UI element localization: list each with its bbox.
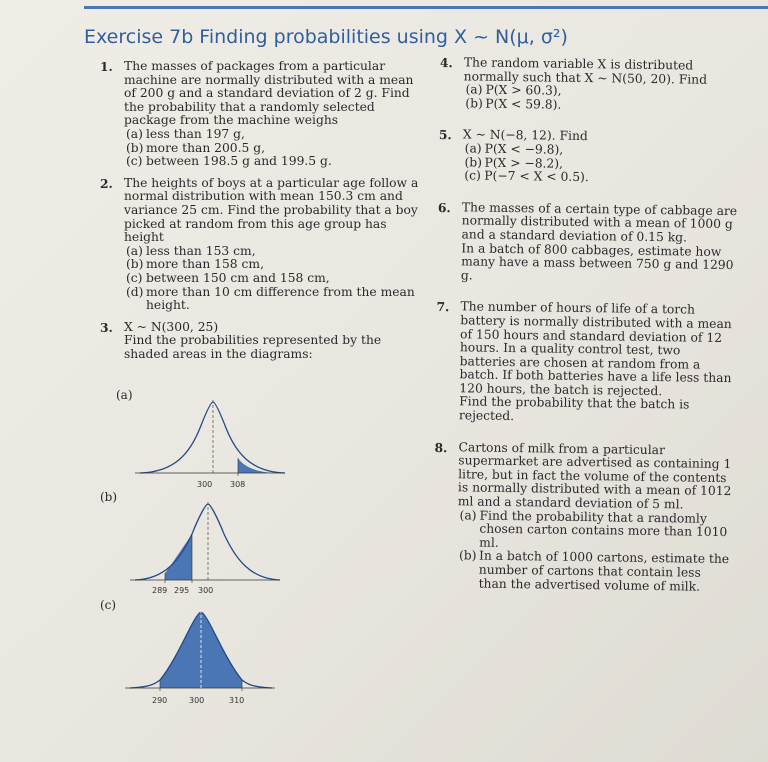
question-text-2: Find the probabilities represented by the shaded areas in the diagrams: <box>124 333 382 361</box>
question-part <box>462 169 738 186</box>
question-3 <box>100 321 420 362</box>
part-label: (c) <box>126 154 143 169</box>
part-text: less than 197 g, <box>146 126 245 141</box>
part-text: less than 153 cm, <box>146 243 256 258</box>
top-rule <box>84 6 768 9</box>
tick-label: 289 <box>152 586 168 595</box>
part-text: more than 158 cm, <box>146 257 264 272</box>
part-label: (a) <box>459 507 477 523</box>
question-number: 1. <box>100 59 113 74</box>
question-text-2: In a batch of 800 cabbages, estimate how many have a mass between 750 g and 1290 g. <box>460 240 734 283</box>
part-text: between 150 cm and 158 cm, <box>146 270 330 285</box>
question-part <box>124 258 420 272</box>
question-number: 7. <box>436 299 450 315</box>
part-text: P(X < 59.8). <box>485 96 562 112</box>
part-text: P(X < −9.8), <box>484 141 564 157</box>
part-text: In a batch of 1000 cartons, estimate the number of cartons that contain less than the advertised volume of milk. <box>478 549 730 594</box>
tick-label: 290 <box>152 696 168 705</box>
figure-label-b: (b) <box>100 490 118 504</box>
tick-label: 300 <box>197 480 213 489</box>
question-4 <box>439 56 740 115</box>
part-text: between 198.5 g and 199.5 g. <box>146 154 332 169</box>
question-text: Cartons of milk from a particular supermarket are advertised as containing 1 litre, but in fact the volume of the contents is normally distributed with a mean of 1012 ml and a standard deviation of 5 ml. <box>457 439 732 512</box>
question-number: 5. <box>438 127 452 143</box>
part-label: (b) <box>126 140 144 155</box>
question-1 <box>100 60 420 169</box>
normal-curve-diagram-c <box>125 608 275 708</box>
part-text: P(X > −8.2), <box>484 155 564 171</box>
tick-label: 300 <box>198 586 214 595</box>
bell-curve <box>140 402 285 473</box>
question-part <box>124 286 420 313</box>
question-part <box>457 550 734 595</box>
question-number: 8. <box>434 439 448 455</box>
normal-curve-diagram-a <box>135 398 285 493</box>
part-label: (a) <box>465 82 483 97</box>
question-8 <box>433 441 735 595</box>
question-part <box>124 245 420 259</box>
part-text: P(X > 60.3), <box>485 82 562 98</box>
tick-label: 300 <box>189 696 205 705</box>
part-label: (c) <box>126 270 143 285</box>
question-2 <box>100 177 420 313</box>
normal-curve-diagram-b <box>130 500 280 600</box>
tick-label: 308 <box>230 480 246 489</box>
question-text: The random variable X is distributed normally such that X ~ N(50, 20). Find <box>463 55 708 87</box>
question-number: 3. <box>100 319 113 335</box>
question-text: The number of hours of life of a torch battery is normally distributed with a mean of 150 hours and standard deviation of 12 hours. In a quality control test, two batteries are chosen at random from a batch. If both batteries have a life less than 120 hours, the batch is rejected. <box>459 299 732 399</box>
left-column <box>100 60 420 369</box>
part-label: (c) <box>464 168 481 183</box>
figure-label-a: (a) <box>116 388 133 402</box>
part-label: (d) <box>126 284 144 299</box>
part-label: (a) <box>126 126 143 141</box>
tick-label: 310 <box>229 696 245 705</box>
question-text: The masses of packages from a particular machine are normally distributed with a mean of 200 g and a standard deviation of 2 g. Find the probability that a randomly selected package from the machine weighs <box>124 59 414 128</box>
question-part <box>457 509 734 554</box>
part-text: more than 10 cm difference from the mean height. <box>146 284 415 313</box>
part-label: (b) <box>458 548 477 563</box>
part-label: (a) <box>464 141 482 156</box>
exercise-title: Exercise 7b Finding probabilities using X ~ N(μ, σ²) <box>84 26 568 48</box>
question-6 <box>437 201 738 287</box>
right-column <box>432 56 740 602</box>
tick-label: 295 <box>174 586 190 595</box>
figure-label-c: (c) <box>100 598 117 612</box>
question-text-2: Find the probability that the batch is rejected. <box>458 394 690 424</box>
question-5 <box>438 128 739 187</box>
question-part <box>124 272 420 286</box>
part-text: Find the probability that a randomly chosen carton contains more than 1010 ml. <box>479 508 728 550</box>
question-7 <box>435 300 737 427</box>
question-part <box>463 97 739 114</box>
part-text: P(−7 < X < 0.5). <box>484 168 589 185</box>
part-label: (b) <box>465 96 483 111</box>
question-text: X ~ N(−8, 12). Find <box>462 127 588 144</box>
question-text: X ~ N(300, 25) <box>124 319 219 334</box>
question-text: The heights of boys at a particular age follow a normal distribution with mean 150.3 cm and variance 25 cm. Find the probability that a boy picked at random from this age group has height <box>124 175 419 245</box>
question-number: 2. <box>100 175 113 191</box>
part-label: (b) <box>464 154 483 170</box>
part-label: (b) <box>126 257 144 272</box>
question-part <box>124 155 420 169</box>
question-part <box>124 128 420 142</box>
question-number: 6. <box>437 199 451 215</box>
bell-curve <box>135 504 280 580</box>
question-number: 4. <box>439 55 453 71</box>
part-label: (a) <box>126 243 143 258</box>
question-text: The masses of a certain type of cabbage are normally distributed with a mean of 1000 g and a standard deviation of 0.15 kg. <box>461 200 738 245</box>
part-text: more than 200.5 g, <box>146 140 266 155</box>
question-part <box>124 142 420 156</box>
